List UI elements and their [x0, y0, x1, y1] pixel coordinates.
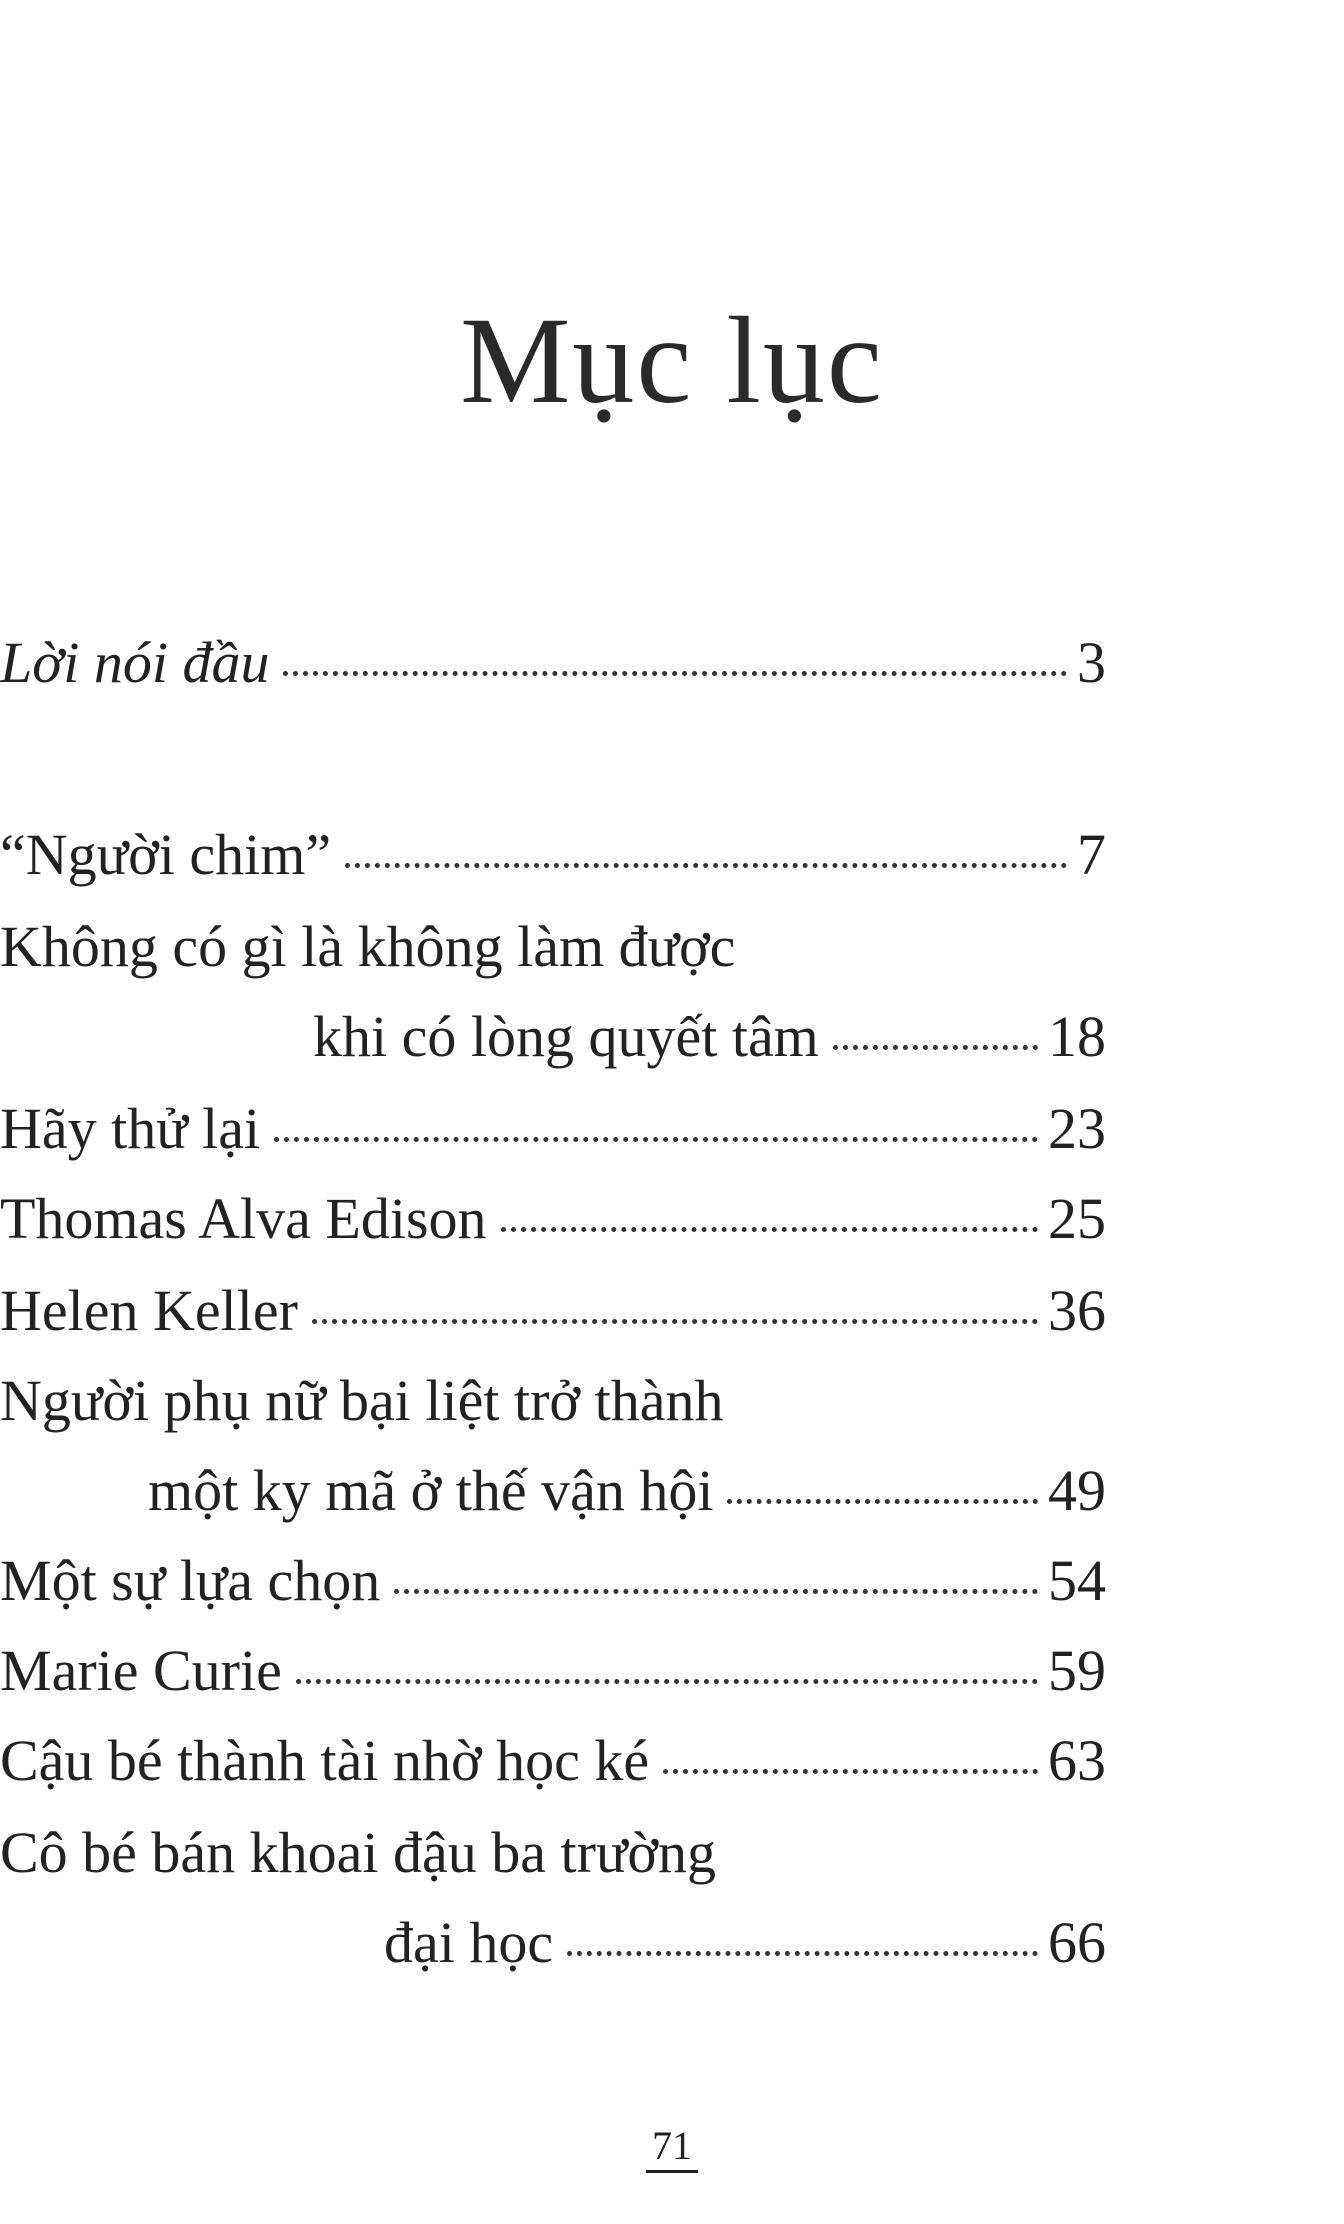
toc-entry-title: Hãy thử lại	[0, 1096, 261, 1161]
toc-entry-title-continued: đại học	[384, 1910, 554, 1975]
dot-leader	[394, 1589, 1038, 1594]
toc-entry	[0, 820, 1106, 890]
toc-page-number: 18	[1048, 1004, 1106, 1069]
toc-entry	[0, 1184, 1106, 1254]
toc-entry-title: Một sự lựa chọn	[0, 1548, 381, 1613]
toc-page-number: 7	[1077, 822, 1106, 887]
page-number-footer	[0, 2122, 1344, 2173]
toc-page-number: 63	[1048, 1728, 1106, 1793]
dot-leader	[296, 1679, 1038, 1684]
dot-leader	[663, 1769, 1038, 1774]
dot-leader	[727, 1499, 1038, 1504]
toc-page-number: 59	[1048, 1638, 1106, 1703]
toc-entry	[0, 912, 1106, 1072]
toc-page-number: 66	[1048, 1910, 1106, 1975]
toc-entry-title: “Người chim”	[0, 822, 332, 887]
toc-entry-title: Marie Curie	[0, 1638, 282, 1703]
footer-page-number: 71	[646, 2124, 698, 2173]
toc-entry-title-continued: khi có lòng quyết tâm	[313, 1004, 819, 1069]
toc-entry-title-continued: một ky mã ở thế vận hội	[148, 1458, 714, 1523]
page-title: Mục lục	[460, 292, 884, 429]
toc-page-number: 25	[1048, 1186, 1106, 1251]
dot-leader	[833, 1045, 1038, 1050]
toc-entry-title: Thomas Alva Edison	[0, 1186, 487, 1251]
toc-entry-title: Lời nói đầu	[0, 630, 270, 695]
toc-entry	[0, 1726, 1106, 1796]
dot-leader	[501, 1227, 1038, 1232]
toc-entry-title: Cô bé bán khoai đậu ba trường	[0, 1820, 717, 1885]
dot-leader	[567, 1951, 1038, 1956]
toc-page-number: 54	[1048, 1548, 1106, 1613]
toc-entry	[0, 1276, 1106, 1346]
dot-leader	[345, 863, 1067, 868]
toc-page-number: 3	[1077, 630, 1106, 695]
toc-page-number: 49	[1048, 1458, 1106, 1523]
toc-entry	[0, 1818, 1106, 1978]
toc-page-number: 36	[1048, 1278, 1106, 1343]
toc-page-number: 23	[1048, 1096, 1106, 1161]
toc-entry-title: Không có gì là không làm được	[0, 914, 736, 979]
toc-entry	[0, 1366, 1106, 1526]
dot-leader	[283, 671, 1067, 676]
toc-entry-preface	[0, 628, 1106, 698]
dot-leader	[312, 1319, 1038, 1324]
dot-leader	[274, 1137, 1038, 1142]
toc-entry-title: Người phụ nữ bại liệt trở thành	[0, 1368, 724, 1433]
toc-entry-title: Helen Keller	[0, 1278, 298, 1343]
toc-entry	[0, 1546, 1106, 1616]
toc-entry-title: Cậu bé thành tài nhờ học ké	[0, 1728, 650, 1793]
toc-entry	[0, 1636, 1106, 1706]
toc-entry	[0, 1094, 1106, 1164]
